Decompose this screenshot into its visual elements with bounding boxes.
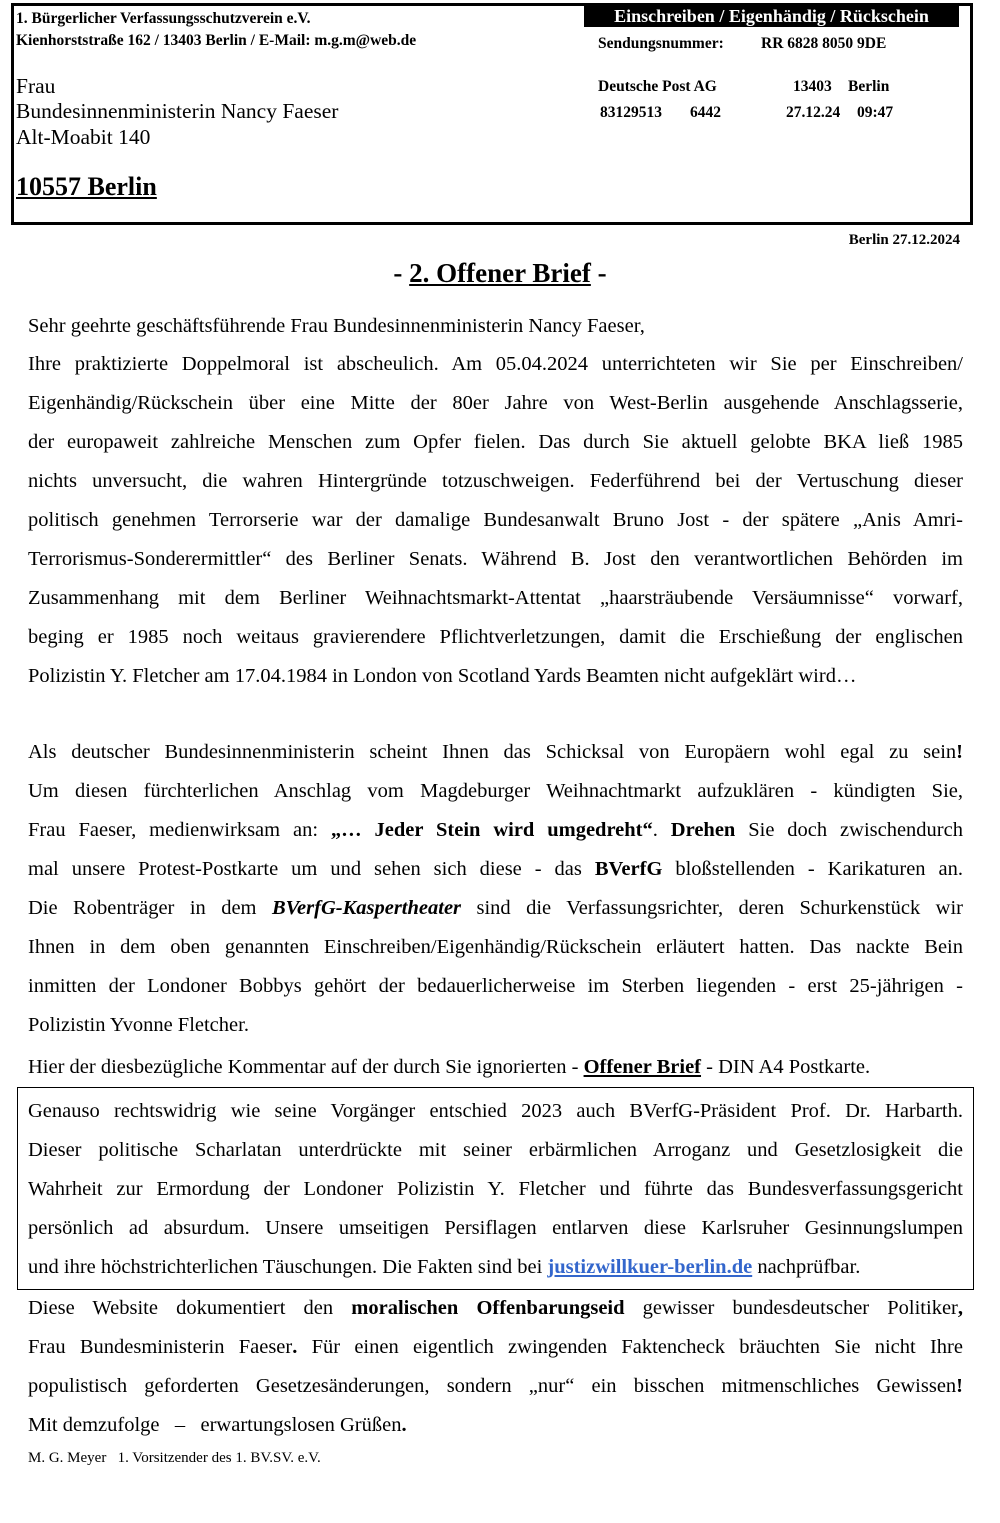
p3-text: Frau Bundesministerin Faeser xyxy=(28,1336,293,1358)
letter-date: Berlin 27.12.2024 xyxy=(848,232,960,248)
p1-line: beging er 1985 noch weitaus gravierendere Pflichtverletzungen, damit die Erschießung der englischen xyxy=(28,626,963,648)
p3-text: populistisch geforderten Gesetzesänderungen, sondern „nur“ ein bisschen mitmenschliches Gewissen xyxy=(28,1375,957,1397)
title-prefix: - xyxy=(393,258,410,288)
recipient-name: Bundesinnenministerin Nancy Faeser xyxy=(16,99,339,123)
p2-text: . xyxy=(652,819,671,841)
boxed-line-5 xyxy=(28,1248,963,1287)
tracking-number: RR 6828 8050 9DE xyxy=(761,35,887,52)
p2-bold: Drehen xyxy=(670,819,736,841)
p1-line: Terrorismus-Sonderermittler“ des Berliner Senats. Während B. Jost den verantwortlichen Behörden im xyxy=(28,548,963,570)
p1-line: Polizistin Y. Fletcher am 17.04.1984 in London von Scotland Yards Beamten nicht aufgeklärt wird… xyxy=(28,665,857,687)
p1-line: politisch genehmen Terrorserie war der damalige Bundesanwalt Bruno Jost - der spätere „Anis Amri- xyxy=(28,509,963,531)
p1-line: der europaweit zahlreiche Menschen zum Opfer fielen. Das durch Sie aktuell gelobte BKA ließ 1985 xyxy=(28,431,963,453)
p2-quote: „… Jeder Stein wird umgedreht“ xyxy=(330,819,653,841)
boxed-line: Dieser politische Scharlatan unterdrückte mit seiner erbärmlichen Arroganz und Gesetzlosigkeit die xyxy=(28,1139,963,1161)
sender-address: Kienhorststraße 162 / 13403 Berlin / E-Mail: m.g.m@web.de xyxy=(16,32,417,49)
p2-line-9 xyxy=(28,1048,963,1087)
p3-text: Diese Website dokumentiert den xyxy=(28,1297,352,1319)
carrier-plz: 13403 xyxy=(793,78,832,95)
carrier-city: Berlin xyxy=(848,78,890,95)
tracking-label: Sendungsnummer: xyxy=(598,35,724,52)
p3-bold: moralischen Offenbarungseid xyxy=(351,1297,625,1319)
p3-bold: . xyxy=(292,1336,298,1358)
boxed-line: persönlich ad absurdum. Unsere umseitigen Persiflagen entlarven diese Karlsruher Gesinnungslumpen xyxy=(28,1217,963,1239)
sender-name: 1. Bürgerlicher Verfassungsschutzverein e.V. xyxy=(16,10,311,27)
paragraph-3 xyxy=(28,1289,963,1445)
recipient-salutation: Frau xyxy=(16,74,56,98)
p1-line: Eigenhändig/Rückschein über eine Mitte der 80er Jahre von West-Berlin ausgehende Anschlagsserie, xyxy=(28,392,963,414)
p3-line-4 xyxy=(28,1406,963,1445)
boxed-comment xyxy=(28,1092,963,1287)
p2-text: Die Robenträger in dem xyxy=(28,897,272,919)
p2-text: Sie doch zwischendurch xyxy=(735,819,963,841)
recipient-city: 10557 Berlin xyxy=(16,172,157,201)
p2-text: - DIN A4 Postkarte. xyxy=(701,1056,871,1078)
boxed-text: nachprüfbar. xyxy=(752,1256,861,1278)
p2-line-2: Um diesen fürchterlichen Anschlag vom Magdeburger Weihnachtmarkt aufzuklären - kündigten Sie, xyxy=(28,780,963,802)
p2-text: sind die Verfassungsrichter, deren Schurkenstück wir xyxy=(461,897,963,919)
p3-line-2 xyxy=(28,1328,963,1367)
p2-text: bloßstellenden - Karikaturen an. xyxy=(662,858,963,880)
p3-bold: , xyxy=(957,1297,963,1319)
p2-line-4 xyxy=(28,850,963,889)
letter-title xyxy=(0,258,1000,289)
postal-code-1: 83129513 xyxy=(600,104,662,121)
p2-line-7: inmitten der Londoner Bobbys gehört der bedauerlicherweise im Sterben liegenden - erst 25-jährigen - xyxy=(28,975,963,997)
p3-text: gewisser bundesdeutscher Politiker xyxy=(624,1297,958,1319)
p3-bold: . xyxy=(401,1414,407,1436)
p3-line-1 xyxy=(28,1289,963,1328)
paragraph-2-comment xyxy=(28,1048,963,1087)
boxed-line: Genauso rechtswidrig wie seine Vorgänger entschied 2023 auch BVerfG-Präsident Prof. Dr. Harbarth. xyxy=(28,1100,963,1122)
p3-bold: ! xyxy=(956,1375,963,1397)
boxed-text: und ihre höchstrichterlichen Täuschungen. Die Fakten sind bei xyxy=(28,1256,548,1278)
stamp-time: 09:47 xyxy=(857,104,894,121)
p2-text: Frau Faeser, medienwirksam an: xyxy=(28,819,331,841)
p2-line-6: Ihnen in dem oben genannten Einschreiben/Eigenhändig/Rückschein erläutert hatten. Das nackte Bein xyxy=(28,936,963,958)
p2-bold: BVerfG xyxy=(594,858,663,880)
p2-line-3 xyxy=(28,811,963,850)
postal-code-2: 6442 xyxy=(690,104,721,121)
p1-line: Zusammenhang mit dem Berliner Weihnachtsmarkt-Attentat „haarsträubende Versäumnisse“ vorwarf, xyxy=(28,587,963,609)
signature: M. G. Meyer 1. Vorsitzender des 1. BV.SV. e.V. xyxy=(28,1450,321,1466)
carrier-name: Deutsche Post AG xyxy=(598,78,717,95)
p3-text: Für einen eigentlich zwingenden Faktencheck bräuchten Sie nicht Ihre xyxy=(297,1336,963,1358)
p2-underlined: Offener Brief xyxy=(583,1056,702,1078)
stamp-date: 27.12.24 xyxy=(786,104,841,121)
p2-text: mal unsere Protest-Postkarte um und sehen sich diese - das xyxy=(28,858,595,880)
website-link[interactable]: justizwillkuer-berlin.de xyxy=(547,1256,753,1278)
p1-line: nichts unversucht, die wahren Hintergründe totzuschweigen. Federführend bei der Vertuschung dieser xyxy=(28,470,963,492)
paragraph-2 xyxy=(28,733,963,1045)
p2-bold: ! xyxy=(956,741,963,763)
p3-text: Mit demzufolge – erwartungslosen Grüßen xyxy=(28,1414,402,1436)
title-main: 2. Offener Brief xyxy=(409,258,591,288)
boxed-line: Wahrheit zur Ermordung der Londoner Polizistin Y. Fletcher und führte das Bundesverfassungsgericht xyxy=(28,1178,963,1200)
p2-line-8: Polizistin Yvonne Fletcher. xyxy=(28,1014,249,1036)
letter-salutation: Sehr geehrte geschäftsführende Frau Bundesinnenministerin Nancy Faeser, xyxy=(28,315,645,337)
p2-text: Als deutscher Bundesinnenministerin scheint Ihnen das Schicksal von Europäern wohl egal zu sein xyxy=(28,741,957,763)
paragraph-1 xyxy=(28,345,963,696)
p2-bold-italic: BVerfG-Kaspertheater xyxy=(271,897,462,919)
p3-line-3 xyxy=(28,1367,963,1406)
p1-line: Ihre praktizierte Doppelmoral ist abscheulich. Am 05.04.2024 unterrichteten wir Sie per Einschreiben/ xyxy=(28,353,963,375)
recipient-street: Alt-Moabit 140 xyxy=(16,125,151,149)
title-suffix: - xyxy=(590,258,607,288)
p2-line-1 xyxy=(28,733,963,772)
p2-line-5 xyxy=(28,889,963,928)
p2-text: Hier der diesbezügliche Kommentar auf der durch Sie ignorierten - xyxy=(28,1056,584,1078)
registered-mail-label: Einschreiben / Eigenhändig / Rückschein xyxy=(584,6,959,27)
